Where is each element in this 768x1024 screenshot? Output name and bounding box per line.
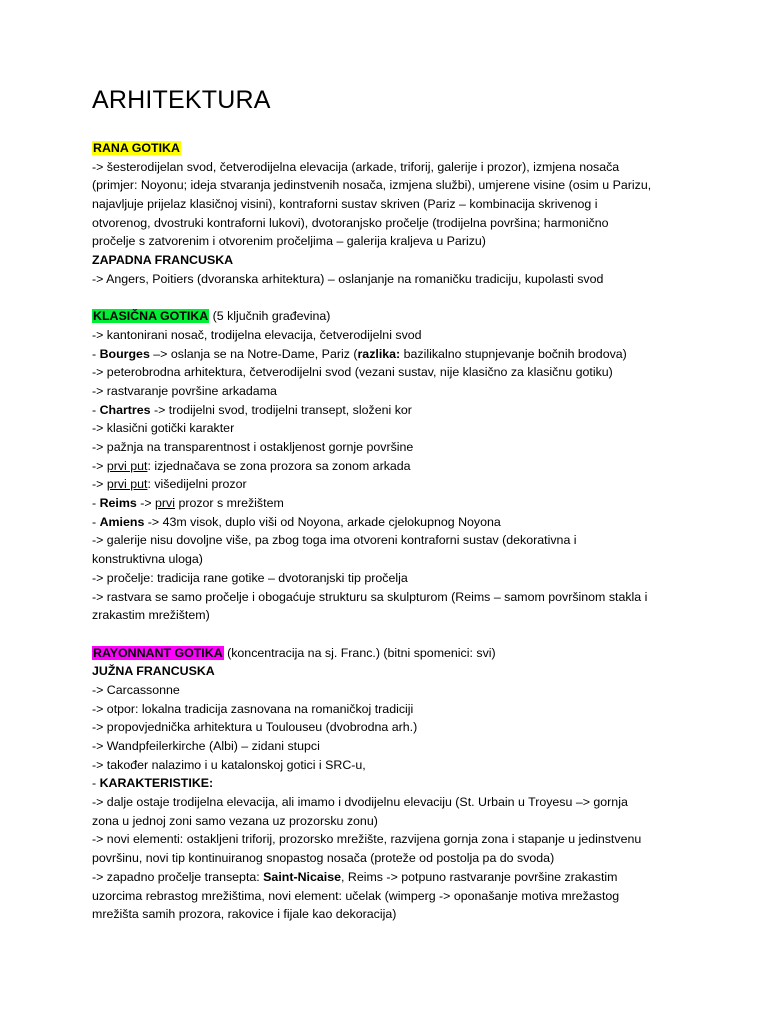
text-span: konstruktivna uloga) bbox=[92, 552, 203, 567]
text-span: zona u jednoj zoni samo vezana uz prozorsku zonu) bbox=[92, 813, 378, 828]
bold-text: ZAPADNA FRANCUSKA bbox=[92, 253, 234, 268]
text-line bbox=[92, 232, 692, 251]
text-span: –> oslanja se na Notre-Dame, Pariz ( bbox=[149, 346, 358, 361]
text-span: - bbox=[92, 514, 100, 529]
text-line bbox=[92, 830, 692, 849]
bold-text: Chartres bbox=[99, 402, 151, 417]
text-span: - bbox=[92, 402, 100, 417]
text-span: površinu, novi tip kontinuiranog snopastog nosača (proteže od postolja pa do svoda) bbox=[92, 851, 555, 866]
text-span: -> zapadno pročelje transepta: bbox=[92, 869, 264, 884]
text-line bbox=[92, 513, 692, 532]
text-span: bazilikalno stupnjevanje bočnih brodova) bbox=[400, 346, 627, 361]
document-title: ARHITEKTURA bbox=[92, 86, 271, 114]
text-line bbox=[92, 363, 692, 382]
text-span: -> novi elementi: ostakljeni triforij, prozorsko mrežište, razvijena gornja zona i stapanje u jedinstvenu bbox=[92, 832, 642, 847]
text-line bbox=[92, 644, 692, 663]
text-span: najavljuje prijelaz klasičnoj visini), kontraforni sustav skriven (Pariz – kombinacija skrivenog i bbox=[92, 197, 598, 212]
text-span: -> bbox=[136, 496, 156, 511]
text-line bbox=[92, 756, 692, 775]
text-span: , Reims -> potpuno rastvaranje površine zrakastim bbox=[341, 869, 618, 884]
text-span: -> također nalazimo i u katalonskoj gotici i SRC-u, bbox=[92, 757, 366, 772]
text-line bbox=[92, 774, 692, 793]
text-line bbox=[92, 214, 692, 233]
text-line bbox=[92, 737, 692, 756]
text-span: (primjer: Noyonu; ideja stvaranja jedinstvenih nosača, izmjena službi), umjerene visine (osim u Parizu, bbox=[92, 178, 652, 193]
highlighted-heading: RANA GOTIKA bbox=[93, 141, 180, 155]
text-line bbox=[92, 662, 692, 681]
text-span: -> 43m visok, duplo viši od Noyona, arkade cjelokupnog Noyona bbox=[144, 514, 501, 529]
underlined-text: prvi put bbox=[106, 477, 148, 492]
text-span: : izjednačava se zona prozora sa zonom arkada bbox=[147, 458, 411, 473]
text-line bbox=[92, 905, 692, 924]
text-span: uzorcima rebrastog mrežištima, novi element: učelak (wimperg -> oponašanje motiva mrežastog bbox=[92, 888, 620, 903]
text-span: -> pročelje: tradicija rane gotike – dvotoranjski tip pročelja bbox=[92, 570, 408, 585]
blank-line bbox=[92, 289, 692, 308]
text-line bbox=[92, 793, 692, 812]
text-line bbox=[92, 718, 692, 737]
text-span: (koncentracija na sj. Franc.) (bitni spomenici: svi) bbox=[223, 645, 496, 660]
text-span: -> trodijelni svod, trodijelni transept, složeni kor bbox=[150, 402, 412, 417]
underlined-text: prvi put bbox=[106, 458, 148, 473]
text-span: mrežišta samih prozora, rakovice i fijale kao dekoracija) bbox=[92, 907, 397, 922]
text-span: prozor s mrežištem bbox=[175, 496, 284, 511]
text-span: - bbox=[92, 346, 100, 361]
highlighted-heading: KLASIČNA GOTIKA bbox=[93, 309, 209, 324]
text-span: pročelje s zatvorenim i otvorenim pročeljima – galerija kraljeva u Parizu) bbox=[92, 234, 486, 249]
bold-text: razlika: bbox=[357, 346, 401, 361]
text-line bbox=[92, 457, 692, 476]
text-span: -> otpor: lokalna tradicija zasnovana na romaničkoj tradiciji bbox=[92, 701, 414, 716]
text-span: -> rastvara se samo pročelje i obogaćuje strukturu sa skulpturom (Reims – samom površinom stakla i bbox=[92, 589, 648, 604]
text-span: -> klasični gotički karakter bbox=[92, 421, 235, 436]
bold-text: Bourges bbox=[99, 346, 150, 361]
bold-text: Saint-Nicaise bbox=[263, 869, 341, 884]
bold-text: Reims bbox=[99, 496, 137, 511]
text-line bbox=[92, 382, 692, 401]
text-line bbox=[92, 307, 692, 326]
text-line bbox=[92, 139, 692, 158]
text-line bbox=[92, 326, 692, 345]
text-line bbox=[92, 475, 692, 494]
text-line bbox=[92, 887, 692, 906]
text-span: -> galerije nisu dovoljne više, pa zbog toga ima otvoreni kontraforni sustav (dekorativna i bbox=[92, 533, 577, 548]
text-line bbox=[92, 195, 692, 214]
text-span: -> šesterodijelan svod, četverodijelna elevacija (arkade, triforij, galerije i prozor), izmjena nosača bbox=[92, 159, 620, 174]
text-line bbox=[92, 606, 692, 625]
text-line bbox=[92, 531, 692, 550]
highlighted-heading: RAYONNANT GOTIKA bbox=[93, 645, 223, 660]
text-span: -> Carcassonne bbox=[92, 682, 180, 697]
text-span: -> bbox=[92, 477, 107, 492]
text-line bbox=[92, 700, 692, 719]
text-span: -> propovjednička arhitektura u Toulouseu (dvobrodna arh.) bbox=[92, 720, 418, 735]
bold-text: Amiens bbox=[99, 514, 145, 529]
bold-text: KARAKTERISTIKE: bbox=[99, 776, 214, 791]
text-line bbox=[92, 270, 692, 289]
text-span: - bbox=[92, 496, 100, 511]
text-span: (5 ključnih građevina) bbox=[209, 309, 331, 324]
text-span: -> dalje ostaje trodijelna elevacija, ali imamo i dvodijelnu elevaciju (St. Urbain u Troyesu –> gornja bbox=[92, 795, 628, 810]
text-span: -> Angers, Poitiers (dvoranska arhitektura) – oslanjanje na romaničku tradiciju, kupolasti svod bbox=[92, 271, 604, 286]
text-line bbox=[92, 401, 692, 420]
text-span: -> bbox=[92, 458, 107, 473]
text-line bbox=[92, 494, 692, 513]
text-line bbox=[92, 251, 692, 270]
text-line bbox=[92, 419, 692, 438]
text-span: - bbox=[92, 776, 100, 791]
text-span: -> peterobrodna arhitektura, četverodijelni svod (vezani sustav, nije klasično za klasičnu gotiku) bbox=[92, 365, 613, 380]
text-line bbox=[92, 868, 692, 887]
text-span: : višedijelni prozor bbox=[147, 477, 247, 492]
text-line bbox=[92, 588, 692, 607]
text-line bbox=[92, 849, 692, 868]
text-span: -> rastvaranje površine arkadama bbox=[92, 383, 277, 398]
text-line bbox=[92, 812, 692, 831]
text-line bbox=[92, 176, 692, 195]
text-line bbox=[92, 550, 692, 569]
text-span: -> Wandpfeilerkirche (Albi) – zidani stupci bbox=[92, 739, 320, 753]
bold-text: JUŽNA FRANCUSKA bbox=[92, 664, 215, 679]
text-span: otvorenog, dvostruki kontraforni lukovi), dvotoranjsko pročelje (trodijelna površina; harmonično bbox=[92, 215, 609, 230]
blank-line bbox=[92, 625, 692, 644]
document-body bbox=[92, 139, 692, 924]
underlined-text: prvi bbox=[155, 496, 175, 511]
text-line bbox=[92, 681, 692, 700]
text-line bbox=[92, 345, 692, 364]
text-span: -> pažnja na transparentnost i ostakljenost gornje površine bbox=[92, 440, 414, 454]
text-line bbox=[92, 569, 692, 588]
text-line bbox=[92, 158, 692, 177]
text-line bbox=[92, 438, 692, 457]
text-span: zrakastim mrežištem) bbox=[92, 608, 210, 623]
text-span: -> kantonirani nosač, trodijelna elevacija, četverodijelni svod bbox=[92, 327, 422, 342]
